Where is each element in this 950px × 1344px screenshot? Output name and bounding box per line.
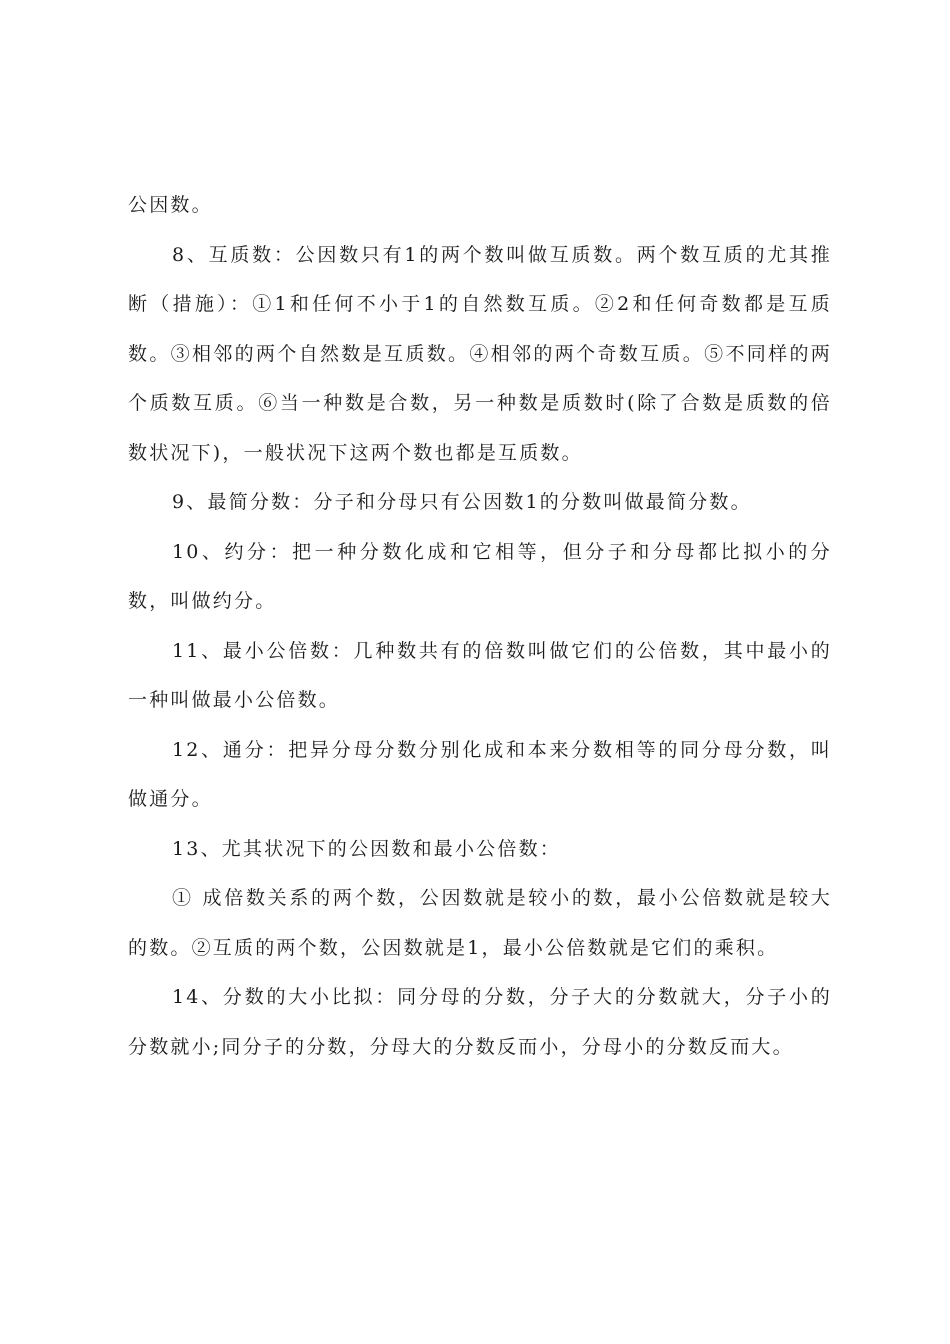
paragraph-fraction-comparison: 14、分数的大小比拟：同分母的分数，分子大的分数就大，分子小的分数就小;同分子的分数，分母大的分数反而小，分母小的分数反而大。 [128, 986, 832, 1058]
paragraph-common-denominator: 12、通分：把异分母分数分别化成和本来分数相等的同分母分数，叫做通分。 [128, 738, 832, 810]
paragraph-lcm: 11、最小公倍数：几种数共有的倍数叫做它们的公倍数，其中最小的一种叫做最小公倍数。 [128, 639, 832, 711]
paragraph-special-cases-heading: 13、尤其状况下的公因数和最小公倍数： [172, 837, 561, 860]
paragraph-coprime: 8、互质数：公因数只有1的两个数叫做互质数。两个数互质的尤其推断（措施）：①1和任何不小于1的自然数互质。②2和任何奇数都是互质数。③相邻的两个自然数是互质数。④相邻的两个奇数互质。⑤不同样的两个质数互质。⑥当一种数是合数，另一种数是质数时(除了合数是质数的倍数状况下)，一般状况下这两个数也都是互质数。 [128, 243, 832, 464]
document-body [128, 181, 832, 1072]
paragraph-continuation: 公因数。 [128, 194, 213, 216]
paragraph-special-cases: ① 成倍数关系的两个数，公因数就是较小的数，最小公倍数就是较大的数。②互质的两个数，公因数就是1，最小公倍数就是它们的乘积。 [128, 887, 832, 959]
paragraph-reduction: 10、约分：把一种分数化成和它相等，但分子和分母都比拟小的分数，叫做约分。 [128, 540, 832, 612]
paragraph-simplest-fraction: 9、最简分数：分子和分母只有公因数1的分数叫做最简分数。 [172, 491, 752, 513]
